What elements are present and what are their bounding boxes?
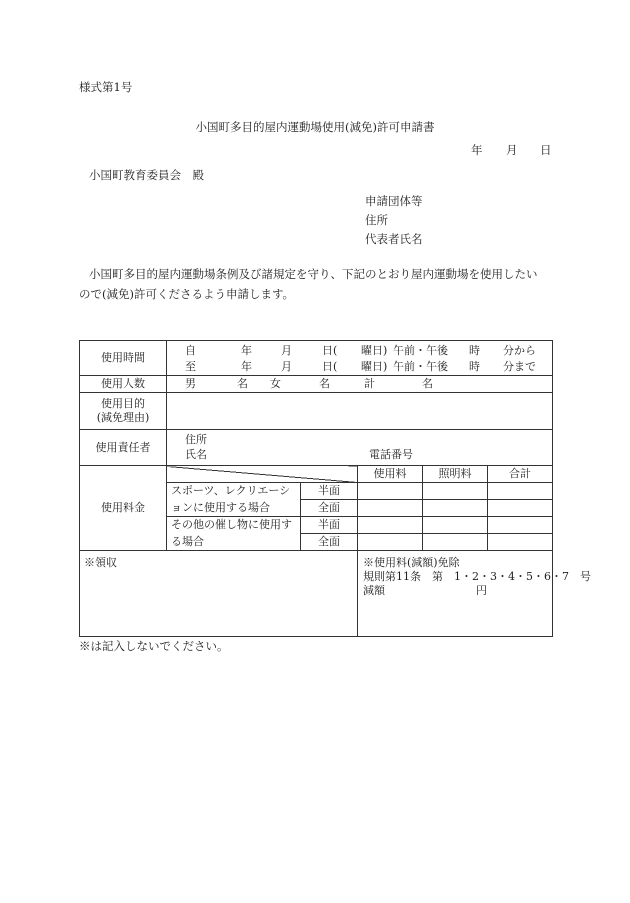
application-table [79, 340, 591, 637]
purpose-label [80, 393, 167, 430]
fee-label: 使用料金 [80, 466, 167, 551]
total-label: 計 [364, 377, 375, 390]
from-month: 月 [281, 344, 292, 357]
page-title: 小国町多目的屋内運動場使用(減免)許可申請書 [195, 120, 435, 134]
male-unit: 名 [237, 377, 248, 390]
other-half: 半面 [301, 517, 358, 534]
sports-half: 半面 [301, 483, 358, 500]
applicant-address: 住所 [365, 213, 388, 227]
date-month: 月 [506, 143, 518, 157]
exemption-title: ※使用料(減額)免除 [363, 556, 460, 569]
other-full: 全面 [301, 534, 358, 551]
other-half-lighting[interactable] [423, 517, 488, 534]
applicant-rep: 代表者氏名 [365, 232, 423, 246]
footnote: ※は記入しないでください。 [79, 639, 229, 653]
fee-header-usage: 使用料 [358, 466, 423, 483]
resp-name-label: 氏名 [185, 448, 207, 461]
other-full-total[interactable] [488, 534, 553, 551]
fee-header-diagonal [167, 466, 358, 483]
other-full-usage[interactable] [358, 534, 423, 551]
people-label: 使用人数 [80, 376, 167, 393]
male-label: 男 [185, 377, 196, 390]
from-suffix: 分から [503, 344, 536, 357]
time-label: 使用時間 [80, 341, 167, 376]
sports-full-usage[interactable] [358, 500, 423, 517]
exemption-cell [358, 551, 591, 637]
date-day: 日 [540, 143, 552, 157]
reduction-label: 減額 [363, 583, 385, 597]
to-hour: 時 [469, 360, 480, 373]
to-month: 月 [281, 360, 292, 373]
form-number: 様式第1号 [79, 80, 133, 94]
to-suffix: 分まで [503, 360, 536, 373]
sports-label: スポーツ、レクリエーションに使用する場合 [167, 483, 301, 517]
from-ampm: 午前・午後 [393, 344, 448, 357]
to-mark: 至 [185, 360, 196, 373]
from-mark: 自 [185, 344, 196, 357]
from-hour: 時 [469, 344, 480, 357]
yen-label: 円 [476, 583, 487, 597]
to-ampm: 午前・午後 [393, 360, 448, 373]
fee-header-total: 合計 [488, 466, 553, 483]
date-year: 年 [471, 143, 483, 157]
female-label: 女 [270, 377, 281, 390]
exemption-rule: 規則第11条 第 1・2・3・4・5・6・7 号 [363, 569, 591, 583]
other-label: その他の催し物に使用する場合 [167, 517, 301, 551]
from-day: 日( [322, 344, 338, 357]
responsible-label: 使用責任者 [80, 430, 167, 466]
sports-half-lighting[interactable] [423, 483, 488, 500]
sports-full: 全面 [301, 500, 358, 517]
purpose-label-1: 使用目的 [101, 397, 145, 411]
total-unit: 名 [422, 377, 433, 390]
from-year: 年 [241, 344, 252, 357]
sports-full-total[interactable] [488, 500, 553, 517]
to-day: 日( [322, 360, 338, 373]
to-year: 年 [241, 360, 252, 373]
receipt-cell [80, 551, 358, 637]
resp-address-label: 住所 [185, 433, 207, 446]
other-half-total[interactable] [488, 517, 553, 534]
addressee: 小国町教育委員会 殿 [89, 168, 204, 182]
from-weekday: 曜日) [361, 344, 388, 357]
other-half-usage[interactable] [358, 517, 423, 534]
body-text-line1: 小国町多目的屋内運動場条例及び諸規定を守り、下記のとおり屋内運動場を使用したい [89, 267, 538, 281]
applicant-org: 申請団体等 [365, 194, 423, 208]
female-unit: 名 [319, 377, 330, 390]
other-full-lighting[interactable] [423, 534, 488, 551]
body-text-line2: ので(減免)許可くださるよう申請します。 [79, 287, 295, 301]
to-weekday: 曜日) [361, 360, 388, 373]
resp-phone-label: 電話番号 [369, 448, 413, 461]
sports-half-total[interactable] [488, 483, 553, 500]
fee-header-lighting: 照明料 [423, 466, 488, 483]
purpose-label-2: (減免理由) [96, 411, 150, 424]
purpose-field[interactable] [167, 393, 553, 430]
sports-half-usage[interactable] [358, 483, 423, 500]
receipt-label: ※領収 [84, 556, 117, 569]
sports-full-lighting[interactable] [423, 500, 488, 517]
